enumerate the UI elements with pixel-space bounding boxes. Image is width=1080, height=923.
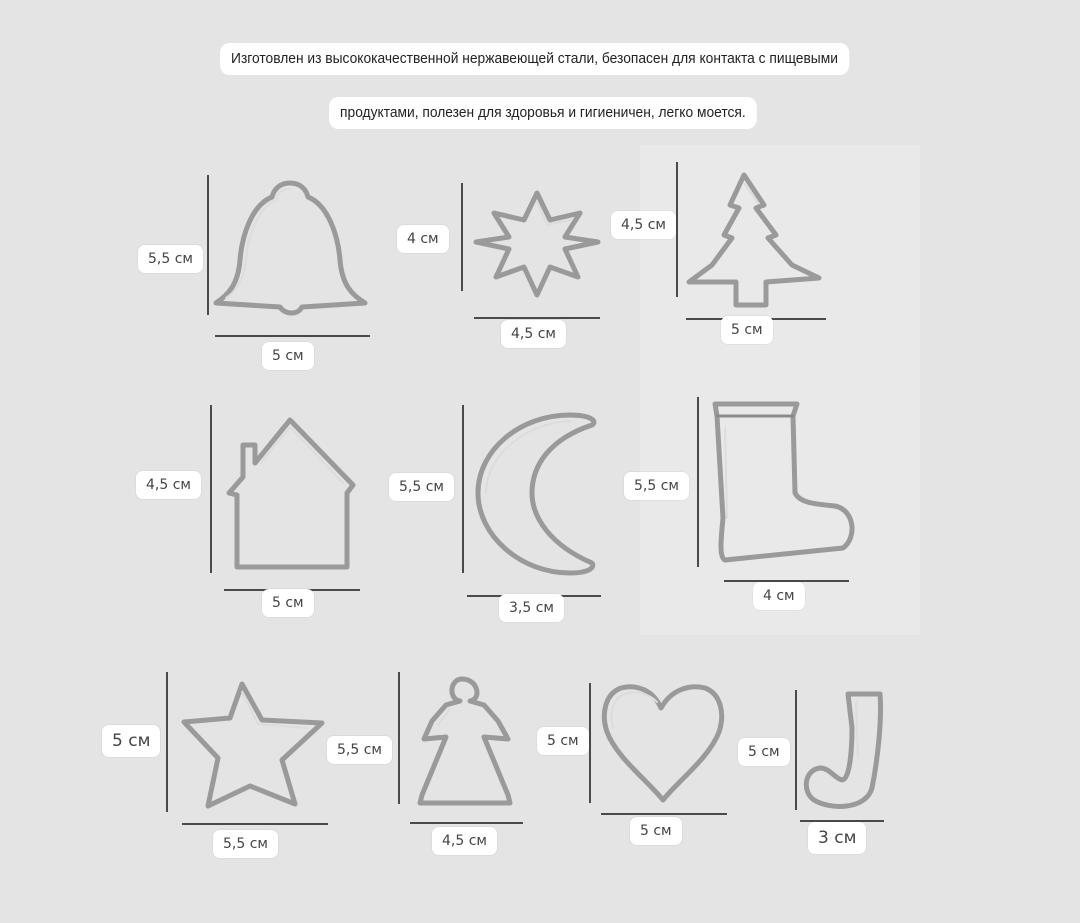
caption-line-1: Изготовлен из высококачественной нержавеющей стали, безопасен для контакта с пищевыми — [220, 43, 849, 75]
width-label: 5 см — [262, 589, 314, 617]
caption-line-2: продуктами, полезен для здоровья и гигиеничен, легко моется. — [329, 97, 757, 129]
width-label: 3,5 см — [499, 594, 564, 622]
width-label: 4,5 см — [501, 320, 566, 348]
boot-cutter-icon — [705, 398, 865, 568]
height-label: 5,5 см — [327, 736, 392, 764]
width-label: 4 см — [753, 582, 805, 610]
height-label: 5,5 см — [389, 473, 454, 501]
height-label: 5,5 см — [138, 245, 203, 273]
house-cutter-icon — [225, 415, 365, 575]
height-label: 5 см — [102, 725, 160, 757]
width-label: 5 см — [262, 342, 314, 370]
height-line — [461, 183, 463, 291]
width-label: 3 см — [808, 822, 866, 854]
height-label: 5,5 см — [624, 472, 689, 500]
height-line — [462, 405, 464, 573]
width-label: 5,5 см — [213, 830, 278, 858]
star-cutter-icon — [180, 678, 330, 813]
height-line — [207, 175, 209, 315]
height-label: 4,5 см — [611, 211, 676, 239]
heart-cutter-icon — [597, 680, 732, 805]
moon-cutter-icon — [470, 405, 610, 580]
angel-cutter-icon — [410, 675, 525, 810]
height-label: 5 см — [738, 738, 790, 766]
height-line — [676, 162, 678, 297]
height-label: 5 см — [537, 727, 589, 755]
height-line — [210, 405, 212, 573]
width-line — [182, 823, 328, 825]
height-label: 4 см — [397, 225, 449, 253]
height-line — [589, 683, 591, 803]
candy-cane-cutter-icon — [800, 688, 890, 813]
width-line — [215, 335, 370, 337]
height-label: 4,5 см — [136, 471, 201, 499]
width-label: 4,5 см — [432, 827, 497, 855]
height-line — [697, 397, 699, 567]
width-line — [601, 813, 727, 815]
height-line — [795, 690, 797, 810]
bell-cutter-icon — [210, 175, 370, 325]
height-line — [398, 672, 400, 804]
width-line — [410, 822, 523, 824]
tree-cutter-icon — [684, 170, 824, 310]
snowflake-cutter-icon — [470, 185, 605, 300]
width-line — [474, 317, 600, 319]
width-label: 5 см — [630, 817, 682, 845]
height-line — [166, 672, 168, 812]
width-label: 5 см — [721, 316, 773, 344]
